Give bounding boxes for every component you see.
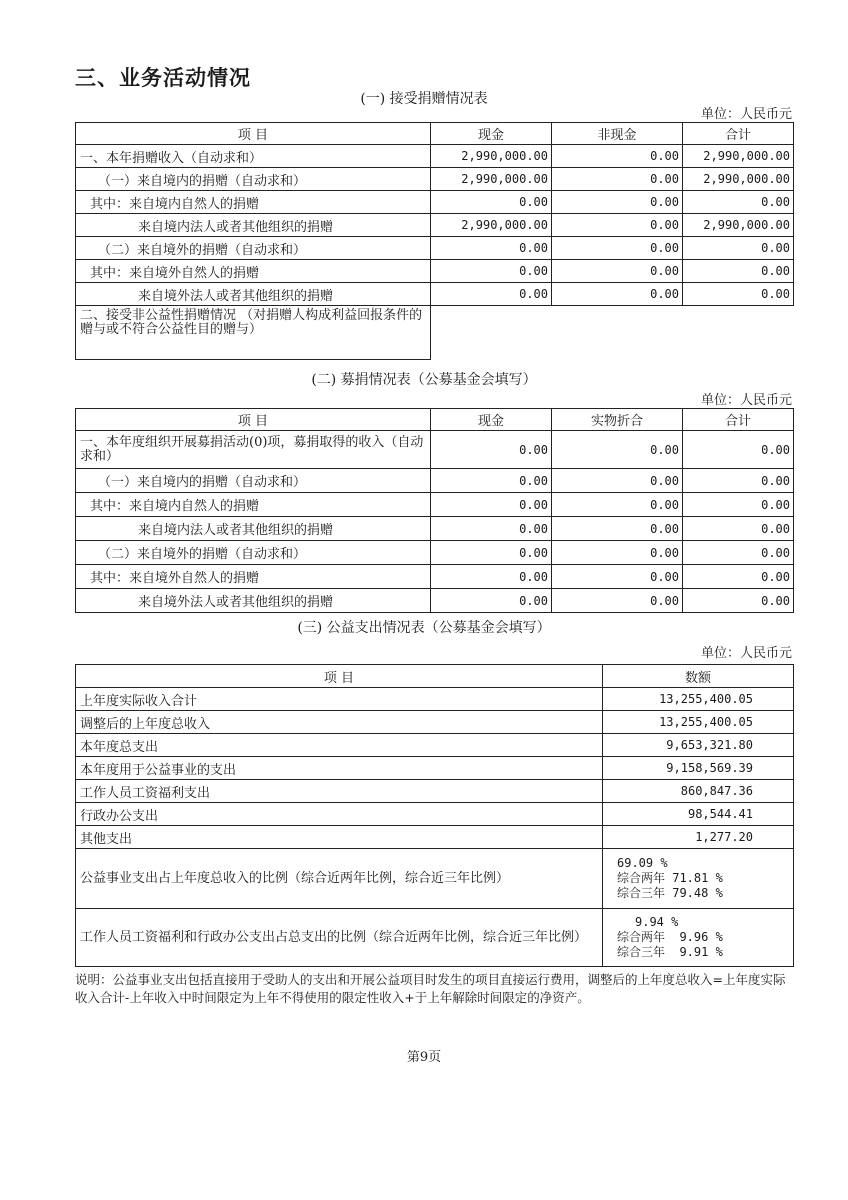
table-row: [76, 145, 794, 168]
cell-inkind: 0.00: [552, 565, 683, 589]
row-label: （二）来自境外的捐赠（自动求和）: [76, 541, 431, 565]
cell-cash: 2,990,000.00: [431, 145, 552, 168]
table-row: [76, 589, 794, 613]
cell-total: 2,990,000.00: [683, 145, 794, 168]
cell-cash: 0.00: [431, 541, 552, 565]
cell-inkind: 0.00: [552, 541, 683, 565]
expenditure-table-title: (三) 公益支出情况表（公募基金会填写）: [297, 620, 551, 636]
cell-total: 0.00: [683, 237, 794, 260]
table-row: [76, 306, 794, 360]
cell-cash: 2,990,000.00: [431, 214, 552, 237]
table-row: [76, 517, 794, 541]
fundraising-table-title: (二) 募捐情况表（公募基金会填写）: [311, 372, 537, 388]
cell-total: 0.00: [683, 191, 794, 214]
cell-total: 2,990,000.00: [683, 214, 794, 237]
cell-noncash: 0.00: [552, 214, 683, 237]
row-label: 来自境内法人或者其他组织的捐赠: [76, 517, 431, 541]
row-label: 调整后的上年度总收入: [76, 711, 603, 734]
cell-amount: 13,255,400.05: [603, 688, 794, 711]
table-row: [76, 849, 794, 909]
row-label: 行政办公支出: [76, 803, 603, 826]
cell-cash: 0.00: [431, 517, 552, 541]
row-label: 来自境外法人或者其他组织的捐赠: [76, 589, 431, 613]
cell-noncash: 0.00: [552, 168, 683, 191]
cell-total: 0.00: [683, 469, 794, 493]
cell-cash: 0.00: [431, 493, 552, 517]
header-item: 项 目: [76, 665, 603, 688]
table-row: [76, 168, 794, 191]
table-row: [76, 469, 794, 493]
row-label: 来自境外法人或者其他组织的捐赠: [76, 283, 431, 306]
cell-total: 0.00: [683, 565, 794, 589]
cell-cash: 0.00: [431, 469, 552, 493]
donation-table-unit: 单位：人民币元: [700, 107, 792, 122]
table-row: [76, 493, 794, 517]
cell-noncash: 0.00: [552, 260, 683, 283]
table-header-row: [76, 665, 794, 688]
header-total: 合计: [683, 123, 794, 145]
table-row: [76, 565, 794, 589]
header-cash: 现金: [431, 409, 552, 431]
table-header-row: [76, 409, 794, 431]
cell-total: 0.00: [683, 283, 794, 306]
expenditure-table: [75, 664, 794, 967]
table-row: [76, 826, 794, 849]
row-label: 一、本年捐赠收入（自动求和）: [76, 145, 431, 168]
cell-amount: 860,847.36: [603, 780, 794, 803]
row-label: 工作人员工资福利支出: [76, 780, 603, 803]
ratio-two-year: 综合两年 71.81 %: [617, 871, 723, 885]
header-item: 项 目: [76, 409, 431, 431]
row-label: 一、本年度组织开展募捐活动(0)项，募捐取得的收入（自动求和）: [76, 431, 431, 469]
donation-table-title: (一) 接受捐赠情况表: [360, 91, 488, 107]
table-row: [76, 541, 794, 565]
cell-amount: 9,653,321.80: [603, 734, 794, 757]
cell-inkind: 0.00: [552, 431, 683, 469]
cell-inkind: 0.00: [552, 493, 683, 517]
cell-amount: 9,158,569.39: [603, 757, 794, 780]
table-header-row: [76, 123, 794, 145]
page-number: 第9页: [406, 1050, 442, 1065]
cell-cash: 0.00: [431, 260, 552, 283]
fundraising-table: [75, 408, 794, 613]
fundraising-table-unit: 单位：人民币元: [700, 393, 792, 408]
row-label: （一）来自境内的捐赠（自动求和）: [76, 168, 431, 191]
table-row: [76, 711, 794, 734]
row-label: 其他支出: [76, 826, 603, 849]
ratio-current: 9.94 %: [635, 915, 679, 929]
table-row: [76, 237, 794, 260]
table-row: [76, 283, 794, 306]
header-total: 合计: [683, 409, 794, 431]
ratio-three-year: 综合三年 9.91 %: [617, 945, 723, 959]
table-row: [76, 688, 794, 711]
cell-cash: 0.00: [431, 431, 552, 469]
row-label: 其中：来自境内自然人的捐赠: [76, 191, 431, 214]
row-label: 本年度总支出: [76, 734, 603, 757]
row-label: 本年度用于公益事业的支出: [76, 757, 603, 780]
ratio-three-year: 综合三年 79.48 %: [617, 886, 723, 900]
cell-cash: 0.00: [431, 565, 552, 589]
cell-amount: 13,255,400.05: [603, 711, 794, 734]
nonpublic-donation-label: 二、接受非公益性捐赠情况 （对捐赠人构成利益回报条件的赠与或不符合公益性目的赠与）: [76, 306, 431, 360]
cell-total: 0.00: [683, 493, 794, 517]
ratio-cell: [603, 849, 794, 909]
cell-total: 0.00: [683, 431, 794, 469]
table-row: [76, 260, 794, 283]
table-row: [76, 431, 794, 469]
row-label: 其中：来自境内自然人的捐赠: [76, 493, 431, 517]
row-label: 来自境内法人或者其他组织的捐赠: [76, 214, 431, 237]
table-row: [76, 803, 794, 826]
cell-cash: 2,990,000.00: [431, 168, 552, 191]
cell-noncash: 0.00: [552, 191, 683, 214]
cell-noncash: 0.00: [552, 283, 683, 306]
row-label: 其中：来自境外自然人的捐赠: [76, 260, 431, 283]
header-cash: 现金: [431, 123, 552, 145]
cell-total: 2,990,000.00: [683, 168, 794, 191]
row-label: （一）来自境内的捐赠（自动求和）: [76, 469, 431, 493]
cell-inkind: 0.00: [552, 517, 683, 541]
cell-cash: 0.00: [431, 237, 552, 260]
expenditure-table-unit: 单位：人民币元: [700, 646, 792, 661]
table-row: [76, 757, 794, 780]
cell-noncash: 0.00: [552, 145, 683, 168]
table-row: [76, 214, 794, 237]
cell-total: 0.00: [683, 517, 794, 541]
table-row: [76, 780, 794, 803]
ratio-current: 69.09 %: [617, 856, 668, 870]
ratio-two-year: 综合两年 9.96 %: [617, 930, 723, 944]
row-label: （二）来自境外的捐赠（自动求和）: [76, 237, 431, 260]
row-label: 其中：来自境外自然人的捐赠: [76, 565, 431, 589]
cell-cash: 0.00: [431, 283, 552, 306]
row-label: 上年度实际收入合计: [76, 688, 603, 711]
cell-cash: 0.00: [431, 589, 552, 613]
footnote: 说明：公益事业支出包括直接用于受助人的支出和开展公益项目时发生的项目直接运行费用，调整后的上年度总收入=上年度实际收入合计-上年收入中时间限定为上年不得使用的限定性收入+于上年解除时间限定的净资产。: [75, 972, 786, 1005]
donation-table: [75, 122, 794, 360]
ratio-label: 工作人员工资福利和行政办公支出占总支出的比例（综合近两年比例，综合近三年比例）: [76, 909, 603, 967]
cell-amount: 1,277.20: [603, 826, 794, 849]
header-item: 项 目: [76, 123, 431, 145]
ratio-label: 公益事业支出占上年度总收入的比例（综合近两年比例，综合近三年比例）: [76, 849, 603, 909]
table-row: [76, 191, 794, 214]
cell-total: 0.00: [683, 589, 794, 613]
cell-total: 0.00: [683, 541, 794, 565]
cell-amount: 98,544.41: [603, 803, 794, 826]
table-row: [76, 734, 794, 757]
cell-inkind: 0.00: [552, 589, 683, 613]
header-amount: 数额: [603, 665, 794, 688]
header-noncash: 非现金: [552, 123, 683, 145]
table-row: [76, 909, 794, 967]
section-title: 三、业务活动情况: [75, 66, 251, 90]
cell-noncash: 0.00: [552, 237, 683, 260]
ratio-cell: [603, 909, 794, 967]
cell-inkind: 0.00: [552, 469, 683, 493]
cell-total: 0.00: [683, 260, 794, 283]
header-inkind: 实物折合: [552, 409, 683, 431]
cell-cash: 0.00: [431, 191, 552, 214]
